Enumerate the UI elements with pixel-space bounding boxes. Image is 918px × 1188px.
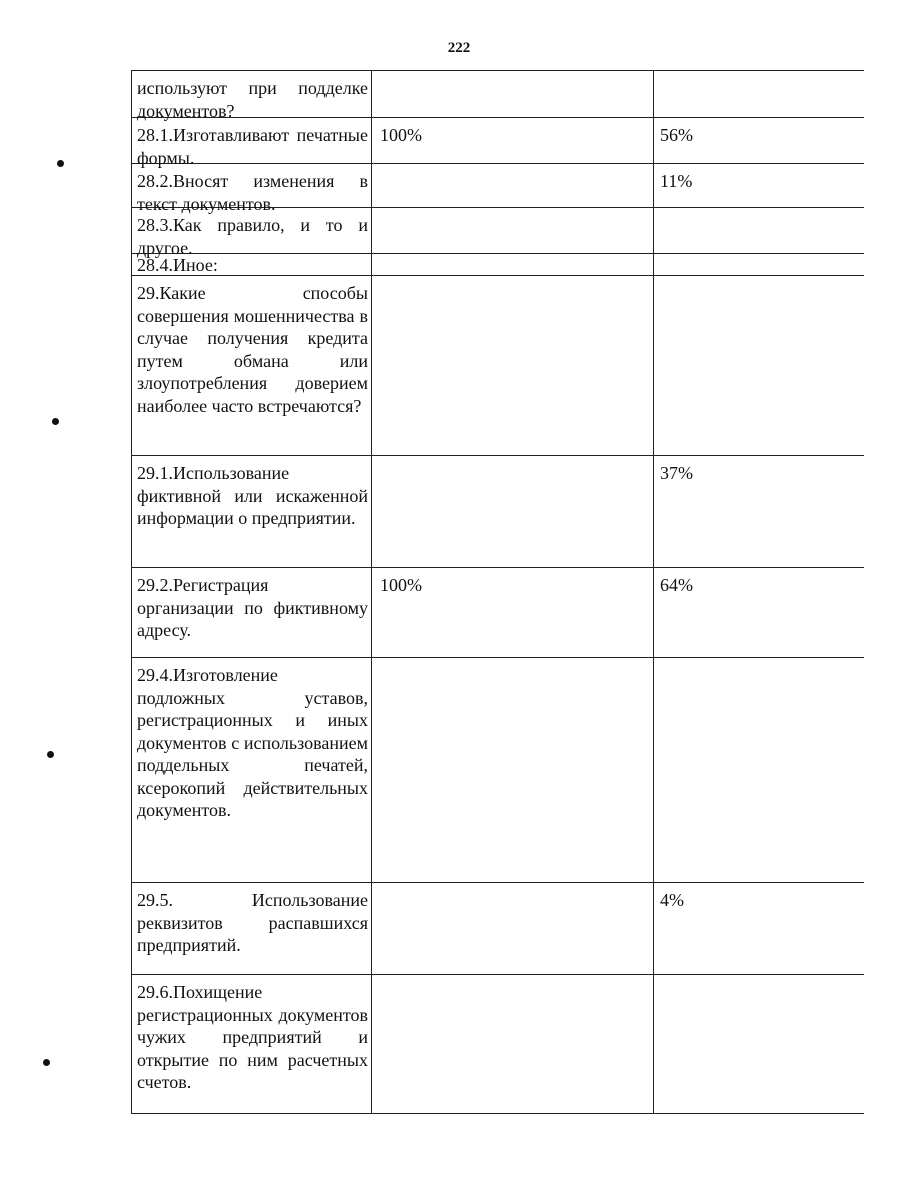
value-cell-col2: 100% (372, 118, 654, 163)
value-cell-col3: 11% (660, 171, 693, 191)
value-cell-col3 (654, 254, 864, 275)
value-cell-col2 (372, 71, 654, 117)
binder-hole-mark (43, 1059, 50, 1066)
question-cell: 29.4.Изготовление подложных уставов, регистрационных и иных документов с использованием поддельных печатей, ксерокопий действительных документов. (132, 658, 372, 882)
question-cell: 29.1.Использование фиктивной или искаженной информации о предприятии. (132, 456, 372, 567)
table-row (132, 253, 864, 275)
page-number: 222 (447, 40, 471, 56)
table-row (132, 70, 864, 121)
value-cell-col3: 56% (660, 125, 693, 145)
table-row (132, 455, 864, 567)
value-cell-col2 (372, 975, 654, 1113)
table-row (132, 207, 864, 258)
question-cell: 29.5. Использование реквизитов распавшихся предприятий. (132, 883, 372, 974)
survey-table (131, 70, 864, 1114)
table-row (132, 163, 864, 214)
value-cell-col3 (654, 276, 864, 455)
value-cell-col2 (372, 208, 654, 253)
value-cell-col3: 37% (660, 463, 693, 483)
question-cell: 29.6.Похищение регистрационных документов чужих предприятий и открытие по ним расчетных счетов. (132, 975, 372, 1113)
value-cell-col2 (372, 254, 654, 275)
value-cell-col2 (372, 456, 654, 567)
table-row (132, 567, 864, 657)
question-cell: 28.2.Вносят изменения в текст документов. (132, 164, 372, 207)
binder-hole-mark (47, 751, 54, 758)
binder-hole-mark (52, 418, 59, 425)
table-row (132, 117, 864, 168)
value-cell-col3: 64% (660, 575, 693, 595)
value-cell-col3 (654, 71, 864, 117)
question-cell: 28.4.Иное: (132, 254, 372, 275)
question-cell: используют при подделке документов? (132, 71, 372, 117)
binder-hole-mark (57, 160, 64, 167)
value-cell-col2 (372, 883, 654, 974)
table-row (132, 275, 864, 455)
value-cell-col3: 4% (660, 890, 684, 910)
table-row (132, 657, 864, 882)
question-cell: 29.2.Регистрация организации по фиктивному адресу. (132, 568, 372, 657)
question-cell: 28.3.Как правило, и то и другое. (132, 208, 372, 253)
value-cell-col2 (372, 164, 654, 207)
value-cell-col3 (654, 658, 864, 882)
question-cell: 29.Какие способы совершения мошенничества в случае получения кредита путем обмана или злоупотребления доверием наиболее часто встречаются? (132, 276, 372, 455)
value-cell-col2 (372, 658, 654, 882)
table-row (132, 974, 864, 1114)
value-cell-col3 (654, 208, 864, 253)
value-cell-col2 (372, 276, 654, 455)
table-row (132, 882, 864, 974)
value-cell-col2: 100% (372, 568, 654, 657)
value-cell-col3 (654, 975, 864, 1113)
question-cell: 28.1.Изготавливают печатные формы. (132, 118, 372, 163)
